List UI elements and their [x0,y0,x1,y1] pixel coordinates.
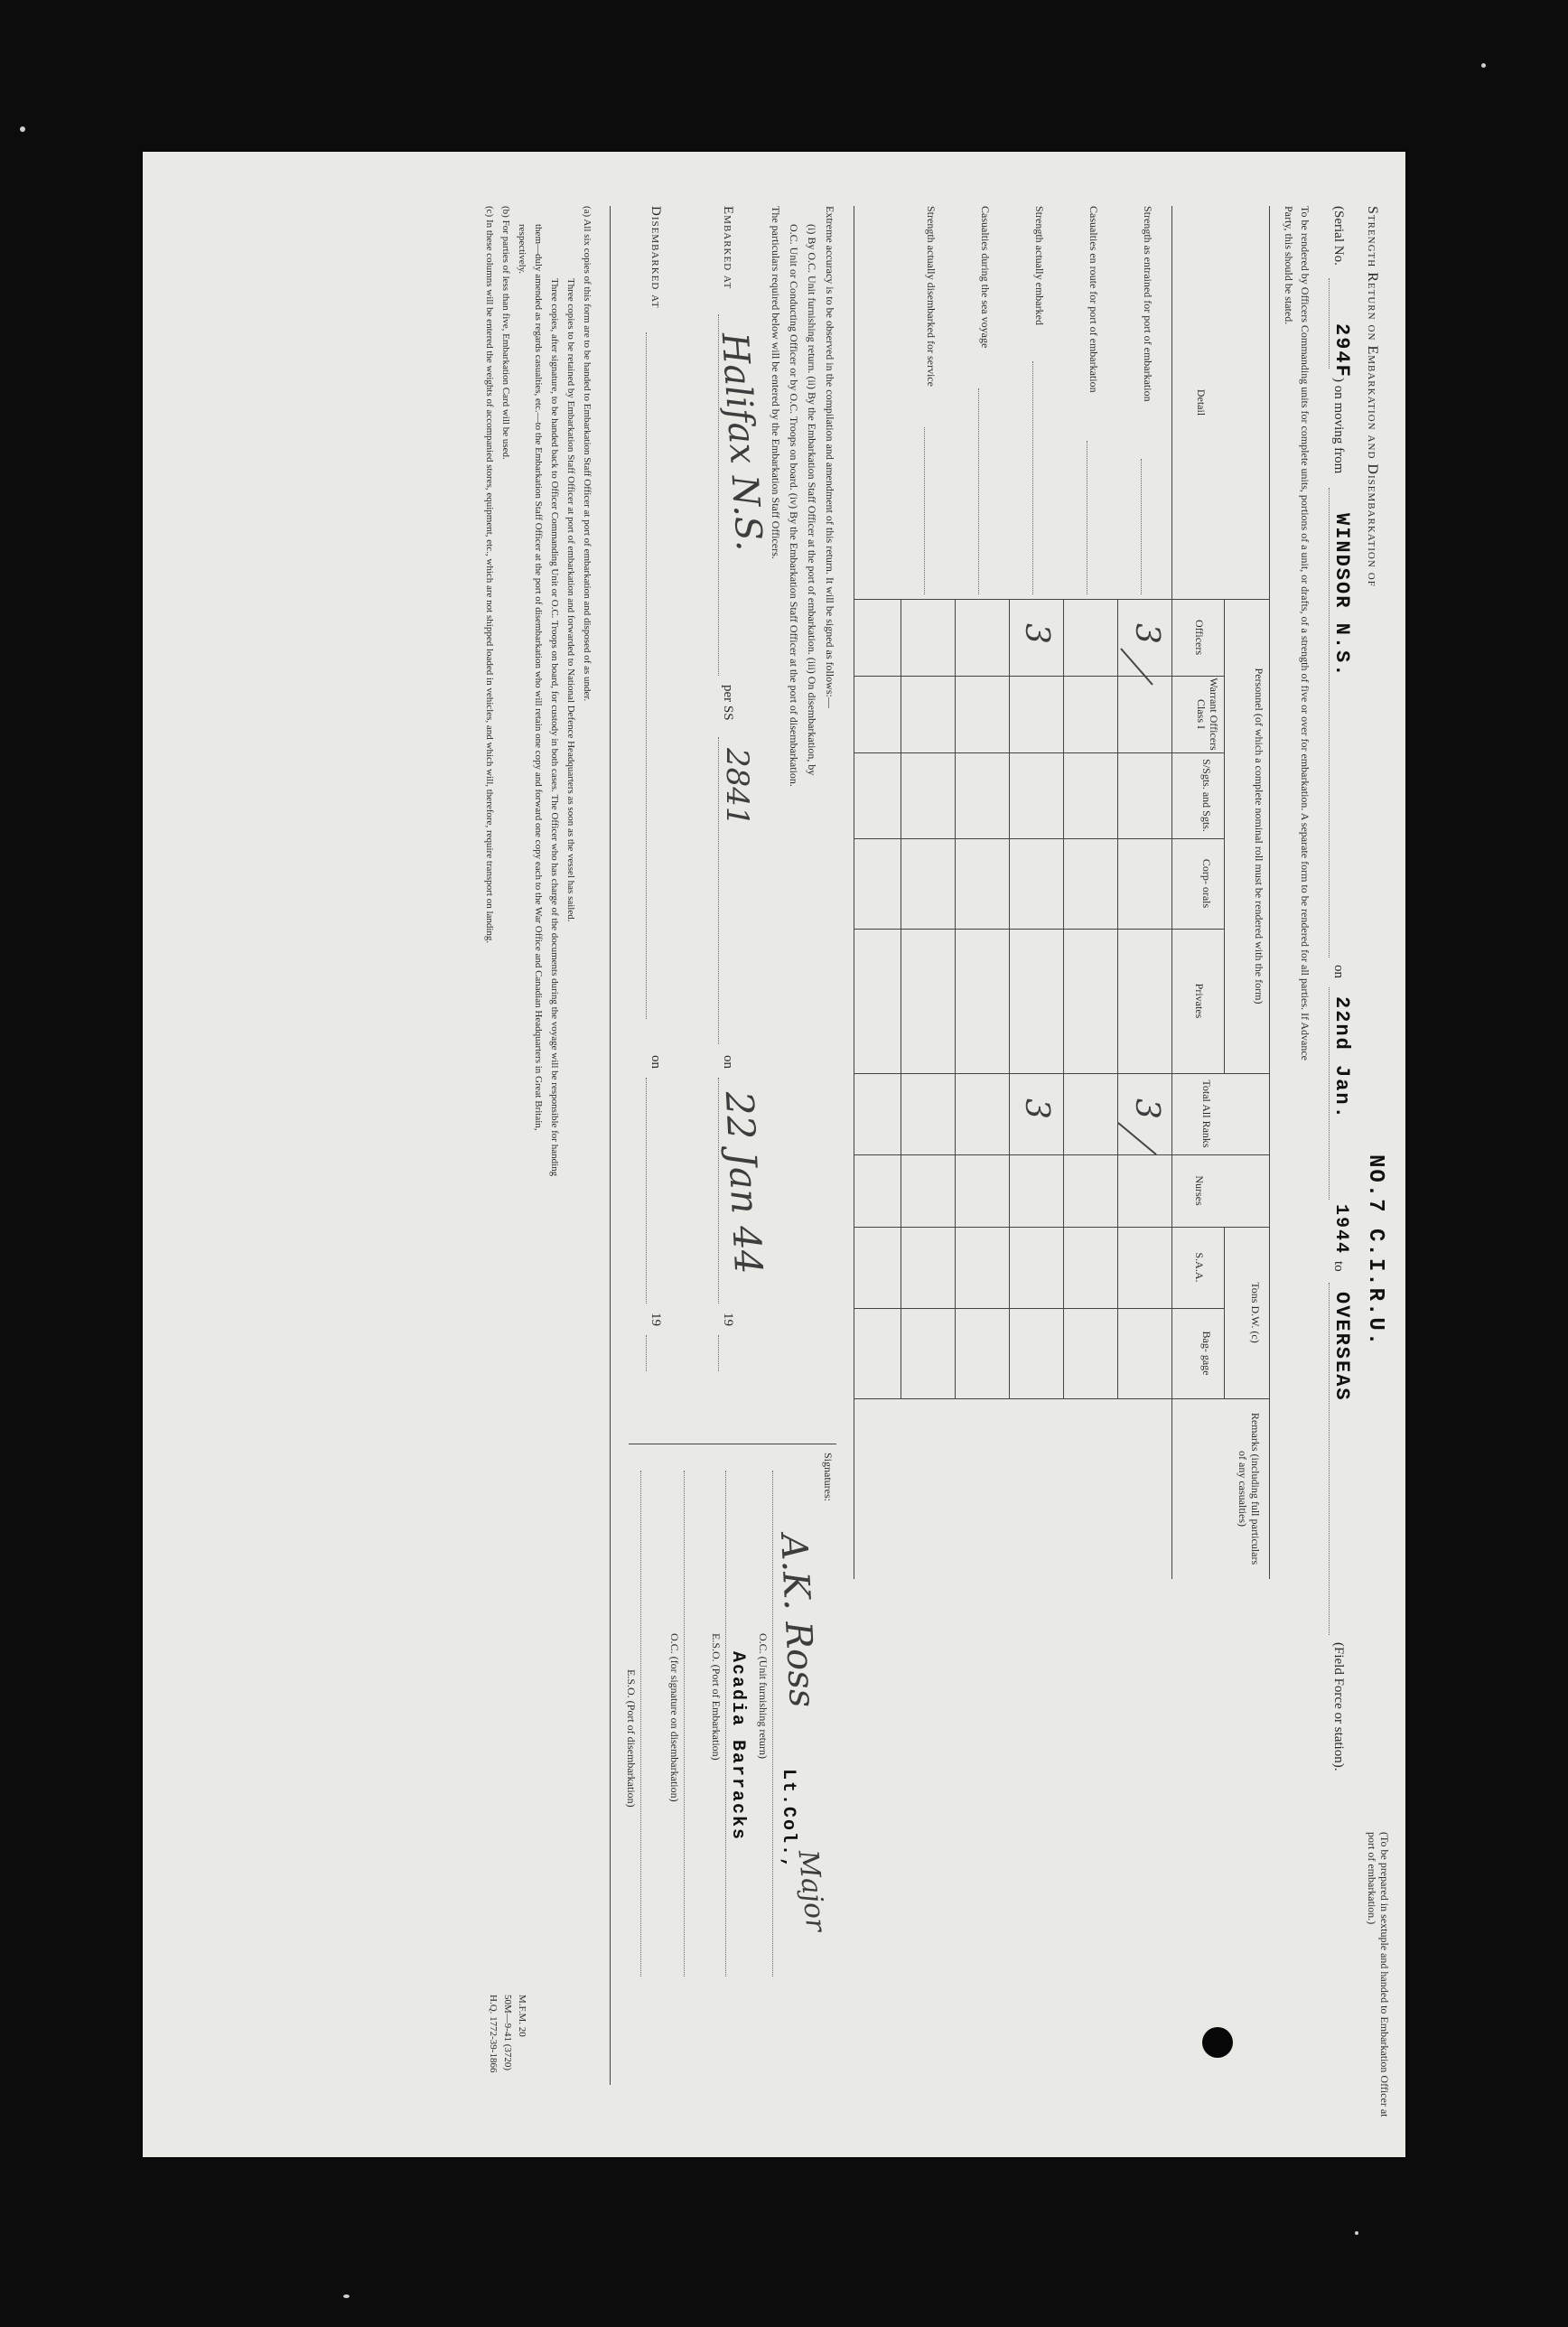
film-speck [20,126,25,132]
document-page [143,152,1405,2157]
embarked-total-value: 3 [1018,1098,1055,1119]
table-top-rule [1269,206,1270,1579]
embark-year-prefix: 19 [721,1313,735,1326]
disembark-year-prefix: 19 [649,1313,663,1326]
form-code-3: H.Q. 1772-39-1866 [488,1995,499,2073]
check-marks [1107,621,1162,1164]
to-label: to [1331,1261,1346,1272]
note-c: (c) In these columns will be entered the weights of accompanied stores, equipment, etc., which are not shipped loaded in vehicles, and which will, therefore, require transport on landing. [484,206,495,944]
form-code-1: M.F.M. 20 [517,1995,527,2037]
accuracy-line-2: (i) By O.C. Unit furnishing return. (ii) By the Embarkation Staff Officer at the port of embarkation. (iii) On disembarkation, by [806,224,818,776]
col-detail: Detail [1195,388,1208,416]
tons-header: Tons D.W. (c) [1249,1282,1262,1343]
date-value: 22nd Jan. [1330,996,1353,1120]
serial-label: (Serial No. [1331,206,1346,266]
signature-eso-stamp: Acadia Barracks [727,1651,748,1842]
notes-rule [610,206,611,2085]
remarks-header: Remarks (including full particulars of any casualties) [1237,1412,1262,1565]
disembarked-at-label: Disembarked at [649,206,663,309]
note-a-line-1: (a) All six copies of this form are to be handed to Embarkation Staff Officer at port of embarkation and disposed of as under. [582,206,593,702]
personnel-group-header: Personnel (of which a complete nominal roll must be rendered with the form) [1253,668,1265,1005]
col-corporals: Corp- orals [1200,858,1213,909]
accuracy-line-4: The particulars required below will be entered by the Embarkation Staff Officers. [770,206,782,559]
film-speck [1481,63,1486,68]
entrained-officers-value: 3 [1128,623,1165,644]
form-title: Strength Return on Embarkation and Disembarkation of [1365,206,1380,587]
form-code-2: 50M—9-41 (3720) [502,1995,513,2071]
note-b: (b) For parties of less than five, Embarkation Card will be used. [500,206,511,460]
rendered-instruction-1: To be rendered by Officers Commanding units for complete units, portions of a unit, or drafts, of a strength of five or over for embarkation. A separate form to be rendered for all parties. If Advance [1299,206,1311,1061]
film-speck [1355,2231,1358,2235]
col-officers: Officers [1193,619,1206,656]
row-label-casualties-sea: Casualties during the sea voyage [979,206,992,349]
entrained-total-value: 3 [1128,1098,1165,1119]
row-label-entrained: Strength as entrained for port of embarkation [1142,206,1154,402]
note-a-line-3: Three copies, after signature, to be handed back to Officer Commanding Unit or O.C. Troops on board, for custody in both cases. The Officer who has charge of the documents during the voyage will be responsible for handing [549,278,560,1177]
col-nurses: Nurses [1193,1175,1206,1206]
signature-oc-disembark-role: O.C. (for signature on disembarkation) [668,1633,681,1802]
field-force-label: (Field Force or station). [1331,1642,1346,1771]
col-baggage: Bag- gage [1200,1331,1213,1376]
col-saa: S.A.A. [1193,1252,1206,1283]
embarked-officers-value: 3 [1018,623,1055,644]
signature-eso-disembark-role: E.S.O. (Port of disembarkation) [625,1669,638,1808]
unit-name: NO.7 C.I.R.U. [1363,1154,1387,1348]
row-label-casualties-en-route: Casualties en route for port of embarkation [1087,206,1100,393]
rendered-instruction-2: Party, this should be stated. [1283,206,1295,325]
moving-from-label: ) on moving from [1331,378,1346,474]
serial-number: 294F [1330,323,1353,378]
signatures-label: Signatures: [822,1453,835,1501]
moving-from-value: WINDSOR N.S. [1330,513,1353,678]
embark-on-label: on [721,1055,735,1069]
col-ssgts-sgts: S/Sgts. and Sgts. [1200,759,1213,832]
signature-eso-handwritten: Major [791,1848,832,1933]
strength-return-form [143,152,1405,2157]
note-a-line-5: respectively. [517,224,527,275]
destination-value: OVERSEAS [1330,1292,1353,1402]
embarked-at-value: Halifax N.S. [713,331,770,553]
row-label-disembarked: Strength actually disembarked for service [925,206,938,387]
accuracy-line-3: O.C. Unit or Conducting Officer or by O.C. Troops on board. (iv) By the Embarkation Staff Officer at the port of disembarkation. [788,224,800,787]
embark-on-value: 22 Jan 44 [716,1089,771,1276]
per-ss-label: per SS [721,685,735,721]
accuracy-line-1: Extreme accuracy is to be observed in the compilation and amendment of this return. It will be signed as follows:— [824,206,836,708]
film-speck [343,2294,350,2298]
prepare-note: (To be prepared in sextuple and handed to Embarkation Officer at port of embarkation.) [1365,1832,1391,2117]
signature-oc-stamp: Lt.Col., [778,1769,798,1871]
per-ss-value: 2841 [719,748,755,827]
signature-oc-handwritten: A.K. Ross [772,1532,823,1709]
on-label: on [1331,965,1346,978]
signature-eso-role: E.S.O. (Port of Embarkation) [710,1633,723,1761]
disembark-on-label: on [649,1055,663,1069]
signature-oc-role: O.C. (Unit furnishing return) [757,1633,770,1759]
row-label-embarked: Strength actually embarked [1033,206,1046,325]
year-value: 1944 [1330,1204,1351,1256]
col-total-all-ranks: Total All Ranks [1200,1079,1213,1148]
embarked-at-label: Embarked at [721,206,735,290]
col-privates: Privates [1193,983,1206,1019]
col-warrant-officers: Warrant Officers Class I [1195,678,1220,751]
note-a-line-4: them—duly amended as regards casualties, etc.—to the Embarkation Staff Officer at the port of disembarkation who will retain one copy and forward one copy each to the War Office and Canadian Headquarters in Great Britain, [533,224,544,1131]
note-a-line-2: Three copies to be retained by Embarkation Staff Officer at port of embarkation and forwarded to National Defence Headquarters as soon as the vessel has sailed. [565,278,576,922]
